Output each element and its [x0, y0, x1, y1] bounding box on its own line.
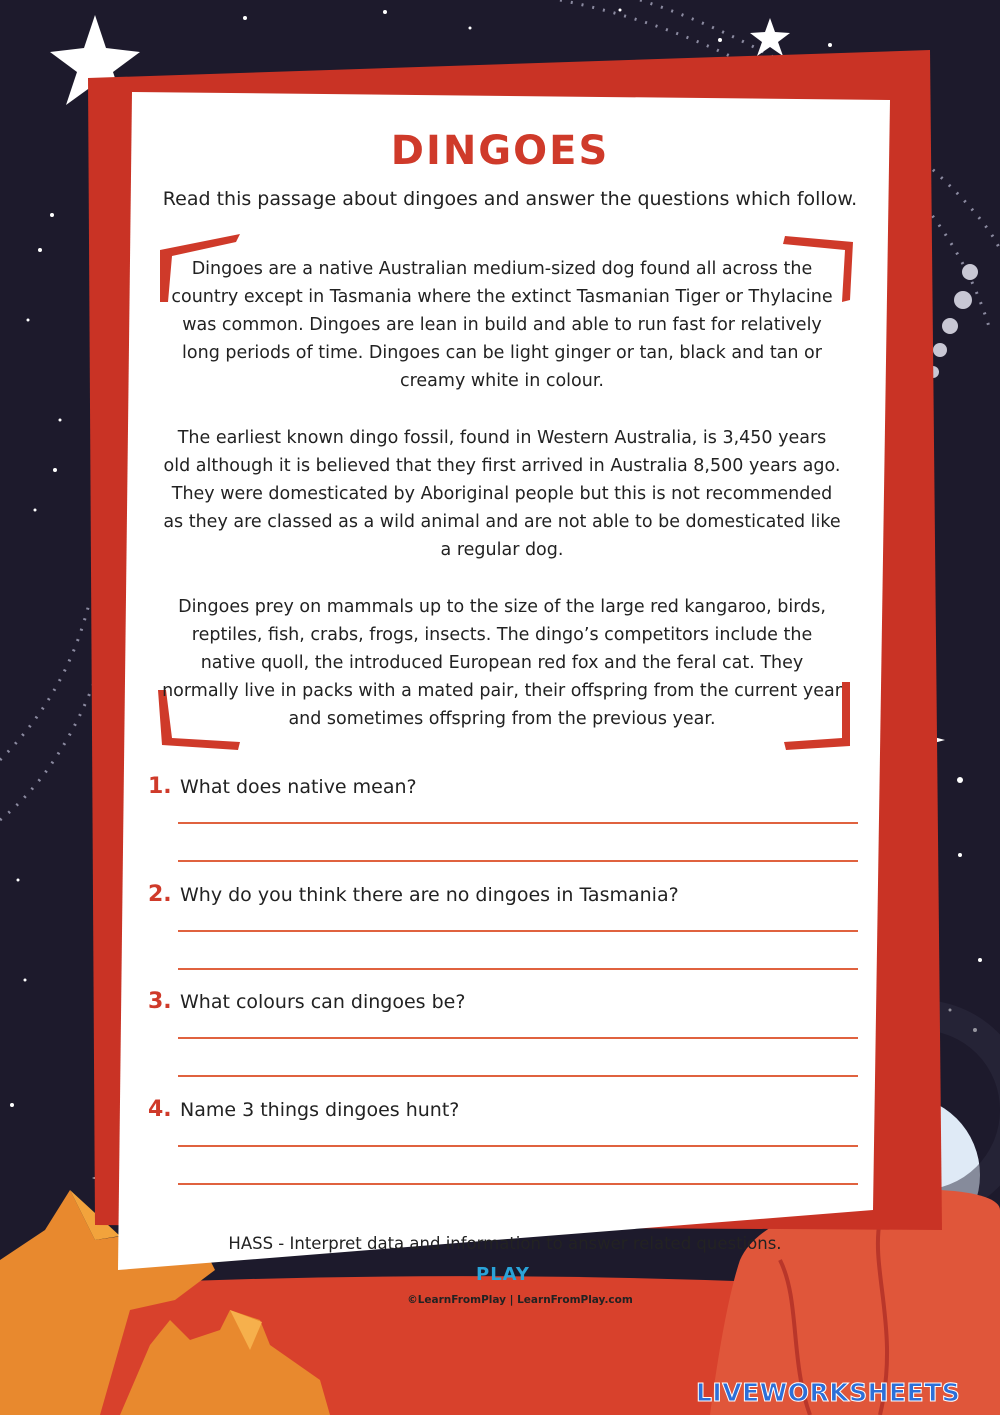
question-text: What colours can dingoes be? — [180, 991, 466, 1013]
instruction-text: Read this passage about dingoes and answer the questions which follow. — [162, 188, 858, 210]
passage-paragraph-3: Dingoes prey on mammals up to the size of the large red kangaroo, birds, reptiles, fish, crabs, frogs, insects. The dingo’s competitors include the native quoll, the introduced European red fox and the feral cat. They normally live in packs with a mated pair, their offspring from the current year and sometimes offspring from the previous year. — [162, 597, 842, 729]
copyright-text: ©LearnFromPlay | LearnFromPlay.com — [407, 1294, 633, 1306]
passage-paragraph-1: Dingoes are a native Australian medium-sized dog found all across the country except in Tasmania where the extinct Tasmanian Tiger or Thylacine was common. Dingoes are lean in build and able to run fast for relatively long periods of time. Dingoes can be light ginger or tan, black and tan or creamy white in colour. — [171, 259, 833, 391]
answer-line[interactable] — [178, 1075, 858, 1077]
answer-line[interactable] — [178, 1145, 858, 1147]
question-2 — [148, 882, 860, 972]
answer-line[interactable] — [178, 1037, 858, 1039]
learnfromplay-logo: PLAY — [476, 1264, 530, 1285]
question-4 — [148, 1097, 860, 1187]
question-number: 1. — [148, 774, 172, 799]
answer-line[interactable] — [178, 968, 858, 970]
answer-line[interactable] — [178, 1183, 858, 1185]
question-1 — [148, 774, 860, 864]
question-number: 4. — [148, 1097, 172, 1122]
question-number: 2. — [148, 882, 172, 907]
page-title: DINGOES — [390, 128, 610, 174]
answer-line[interactable] — [178, 930, 858, 932]
answer-line[interactable] — [178, 860, 858, 862]
question-text: Name 3 things dingoes hunt? — [180, 1099, 460, 1121]
question-text: Why do you think there are no dingoes in Tasmania? — [180, 884, 679, 906]
answer-line[interactable] — [178, 822, 858, 824]
question-3 — [148, 989, 860, 1079]
question-text: What does native mean? — [180, 776, 417, 798]
passage-paragraph-2: The earliest known dingo fossil, found in Western Australia, is 3,450 years old although it is believed that they first arrived in Australia 8,500 years ago. They were domesticated by Aboriginal people but this is not recommended as they are classed as a wild animal and are not able to be domesticated like a regular dog. — [163, 428, 841, 560]
liveworksheets-watermark: LIVEWORKSHEETS — [696, 1378, 961, 1407]
question-number: 3. — [148, 989, 172, 1014]
curriculum-note: HASS - Interpret data and information to answer related questions. — [228, 1234, 782, 1253]
